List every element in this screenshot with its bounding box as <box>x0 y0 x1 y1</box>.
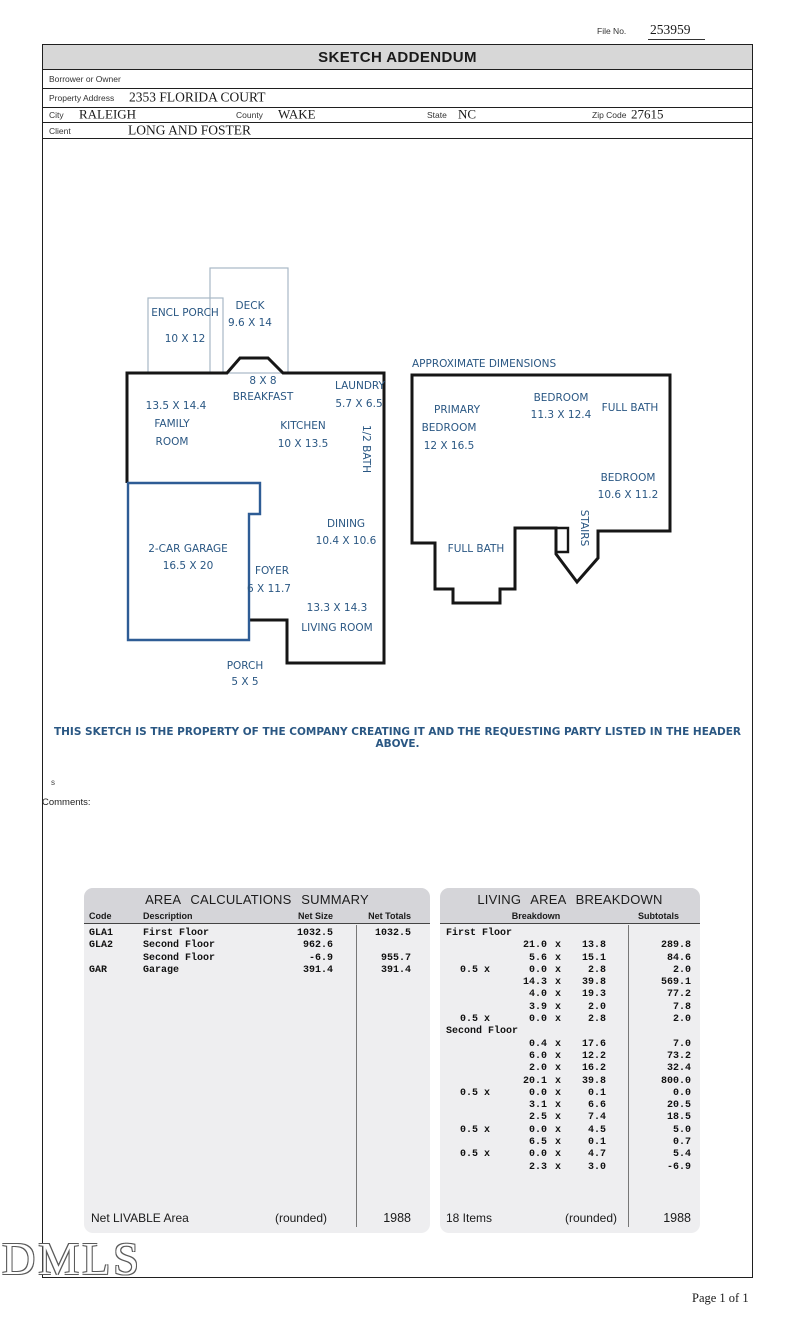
property-address-row <box>43 89 752 108</box>
breakdown-row: 2.0 x 16.2 32.4 <box>528 1063 691 1075</box>
room-label: BEDROOM <box>421 422 477 434</box>
breakdown-row: 20.1 x 39.8 800.0 <box>522 1075 691 1087</box>
area-summary-divider <box>356 925 357 1227</box>
city-label: City <box>49 110 64 120</box>
col-header-net-size: Net Size <box>297 911 333 921</box>
city-value: RALEIGH <box>79 106 137 122</box>
living-area-total: 1988 <box>663 1211 691 1225</box>
living-breakdown-divider <box>628 925 629 1227</box>
breakdown-row: 14.3 x 39.8 569.1 <box>522 977 691 989</box>
zip-label: Zip Code <box>592 110 627 120</box>
file-no-label: File No. <box>597 26 627 36</box>
room-label: 13.5 X 14.4 <box>145 400 207 412</box>
items-count-label: 18 Items <box>446 1211 493 1225</box>
room-label: DECK <box>235 300 265 312</box>
breakdown-row: 0.4 x 17.6 7.0 <box>528 1038 691 1050</box>
breakdown-row: 0.5 x 0.0 x 2.8 2.0 <box>459 1014 691 1026</box>
area-summary-header <box>84 888 430 924</box>
state-value: NC <box>458 106 477 122</box>
floor-plan-sketch <box>0 250 800 710</box>
col-header-breakdown: Breakdown <box>511 911 561 921</box>
page-title: SKETCH ADDENDUM <box>43 45 752 70</box>
room-label: DINING <box>326 518 366 530</box>
col-header-description: Description <box>143 911 193 921</box>
county-label: County <box>236 110 263 120</box>
col-header-code: Code <box>89 911 112 921</box>
room-label: PRIMARY <box>433 404 481 416</box>
room-label: 10.4 X 10.6 <box>315 535 377 547</box>
net-livable-area-label: Net LIVABLE Area <box>91 1211 189 1225</box>
area-summary-column-headers <box>84 909 430 924</box>
property-address-value: 2353 FLORIDA COURT <box>129 89 266 105</box>
room-label: APPROXIMATE DIMENSIONS <box>412 358 557 370</box>
room-label: 13.3 X 14.3 <box>306 602 368 614</box>
room-label: BEDROOM <box>600 472 656 484</box>
room-label: FULL BATH <box>601 402 659 414</box>
breakdown-row: 6.0 x 12.2 73.2 <box>528 1050 691 1062</box>
property-address-label: Property Address <box>49 93 115 103</box>
room-label: 10.6 X 11.2 <box>597 489 659 501</box>
room-label: 10 X 12 <box>164 333 206 345</box>
breakdown-row: 3.1 x 6.6 20.5 <box>528 1100 691 1112</box>
living-breakdown-header <box>440 888 700 924</box>
breakdown-row: 0.5 x 0.0 x 2.8 2.0 <box>459 964 691 976</box>
room-label: ROOM <box>155 436 189 448</box>
breakdown-row: 21.0 x 13.8 289.8 <box>522 940 691 952</box>
room-label: LAUNDRY <box>335 380 385 392</box>
room-label: 8 X 8 <box>249 375 277 387</box>
room-label: FULL BATH <box>447 543 505 555</box>
room-label: 16.5 X 20 <box>162 560 214 572</box>
borrower-label: Borrower or Owner <box>49 74 121 84</box>
dmls-watermark: DMLS <box>2 1233 142 1284</box>
room-label: 9.6 X 14 <box>228 317 272 329</box>
room-label: 1/2 BATH <box>360 424 372 474</box>
borrower-row <box>43 70 752 89</box>
area-summary-title: AREA CALCULATIONS SUMMARY <box>145 892 369 907</box>
col-header-subtotals: Subtotals <box>637 911 679 921</box>
rounded-label: (rounded) <box>274 1211 327 1225</box>
room-label: LIVING ROOM <box>301 622 373 634</box>
client-value: LONG AND FOSTER <box>128 122 252 138</box>
breakdown-section-label: Second Floor <box>446 1026 519 1038</box>
county-value: WAKE <box>278 106 316 122</box>
comments-label: Comments: <box>42 797 91 808</box>
room-label: 11.3 X 12.4 <box>530 409 592 421</box>
room-label: PORCH <box>226 660 264 672</box>
summary-row: GLA1 First Floor 1032.5 1032.5 <box>89 928 411 939</box>
room-label: 2-CAR GARAGE <box>148 543 228 555</box>
breakdown-section-label: First Floor <box>446 928 513 939</box>
stray-s-text: s <box>51 778 55 787</box>
breakdown-row: 2.5 x 7.4 18.5 <box>528 1112 691 1124</box>
net-livable-area-total: 1988 <box>383 1211 411 1225</box>
col-header-net-totals: Net Totals <box>368 911 411 921</box>
summary-row: GLA2 Second Floor 962.6 <box>89 940 333 952</box>
room-label: KITCHEN <box>280 420 326 432</box>
city-county-state-zip-row <box>43 108 752 123</box>
zip-value: 27615 <box>631 106 664 122</box>
living-breakdown-column-headers <box>440 909 700 924</box>
room-label: FOYER <box>254 565 290 577</box>
sketch-disclaimer: THIS SKETCH IS THE PROPERTY OF THE COMPANY CREATING IT AND THE REQUESTING PARTY LISTED IN THE HEADER ABOVE. <box>53 726 741 750</box>
breakdown-row: 6.5 x 0.1 0.7 <box>528 1137 691 1149</box>
state-label: State <box>427 110 447 120</box>
breakdown-row: 0.5 x 0.0 x 0.1 0.0 <box>459 1087 691 1099</box>
page-number: Page 1 of 1 <box>692 1291 749 1305</box>
living-breakdown-body <box>440 924 700 1174</box>
rounded-label: (rounded) <box>564 1211 617 1225</box>
breakdown-row: 0.5 x 0.0 x 4.5 5.0 <box>459 1124 691 1136</box>
area-calculations-summary-table <box>84 888 430 1233</box>
breakdown-row: 0.5 x 0.0 x 4.7 5.4 <box>459 1149 691 1161</box>
room-label: FAMILY <box>154 418 190 430</box>
room-label: STAIRS <box>578 509 590 547</box>
file-no-value: 253959 <box>648 22 705 40</box>
room-label: 12 X 16.5 <box>423 440 475 452</box>
client-label: Client <box>49 125 71 136</box>
living-area-breakdown-table <box>440 888 700 1233</box>
room-label: ENCL PORCH <box>151 307 219 319</box>
room-label: 5 X 5 <box>231 676 259 688</box>
room-label: BEDROOM <box>533 392 589 404</box>
area-summary-footer <box>84 1211 430 1225</box>
area-summary-body <box>84 924 430 977</box>
summary-row: Second Floor -6.9 955.7 <box>143 952 411 964</box>
breakdown-row: 4.0 x 19.3 77.2 <box>528 989 691 1001</box>
summary-row: GAR Garage 391.4 391.4 <box>89 964 411 976</box>
room-label: 10 X 13.5 <box>277 438 329 450</box>
client-row <box>43 123 752 139</box>
room-label: 6 X 11.7 <box>247 583 291 595</box>
room-label: BREAKFAST <box>232 391 294 403</box>
breakdown-row: 3.9 x 2.0 7.8 <box>528 1001 691 1013</box>
living-breakdown-footer <box>440 1211 700 1225</box>
breakdown-row: 5.6 x 15.1 84.6 <box>528 952 691 964</box>
room-label: 5.7 X 6.5 <box>335 398 383 410</box>
living-breakdown-title: LIVING AREA BREAKDOWN <box>477 892 663 907</box>
breakdown-row: 2.3 x 3.0 -6.9 <box>528 1161 691 1173</box>
stairs-detail <box>556 528 568 552</box>
